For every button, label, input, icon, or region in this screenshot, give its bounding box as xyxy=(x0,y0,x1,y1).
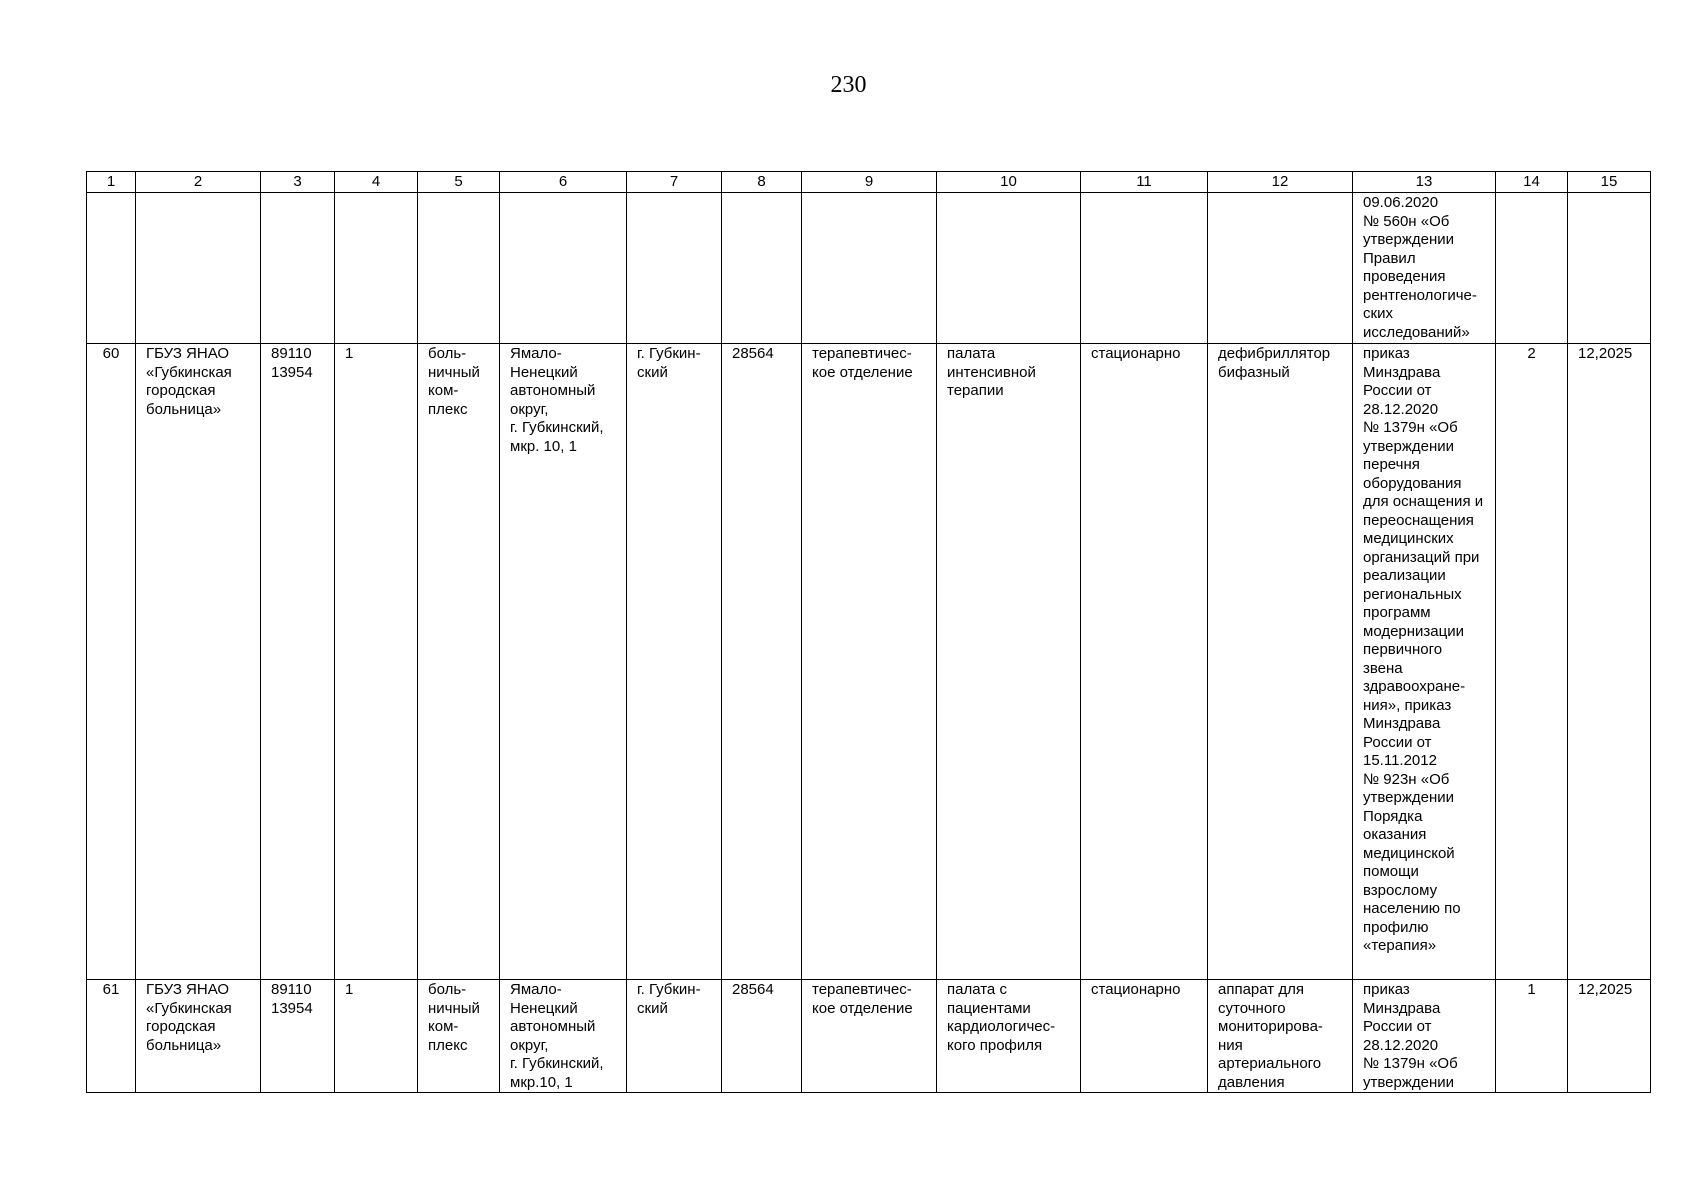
regulation-cell: 09.06.2020 № 560н «Об утверждении Правил проведения рентгенологиче- ских исследований» xyxy=(1353,193,1496,344)
page-number: 230 xyxy=(830,72,867,98)
table-cell xyxy=(335,193,418,344)
facility-type-cell: боль- ничный ком- плекс xyxy=(418,980,500,1093)
column-number-row xyxy=(87,172,1651,193)
deadline-cell: 12,2025 xyxy=(1568,980,1651,1093)
table-cell xyxy=(87,193,136,344)
care-form-cell: стационарно xyxy=(1081,344,1208,980)
count-cell: 1 xyxy=(335,344,418,980)
equipment-cell: дефибриллятор бифазный xyxy=(1208,344,1353,980)
table-cell xyxy=(1496,193,1568,344)
table-cell xyxy=(1568,193,1651,344)
department-cell: терапевтичес- кое отделение xyxy=(802,980,937,1093)
organization-cell: ГБУЗ ЯНАО «Губкинская городская больница» xyxy=(136,344,261,980)
table-cell xyxy=(136,193,261,344)
room-cell: палата с пациентами кардиологичес- кого профиля xyxy=(937,980,1081,1093)
city-cell: г. Губкин- ский xyxy=(627,344,722,980)
table-row xyxy=(87,980,1651,1093)
row-number-cell: 61 xyxy=(87,980,136,1093)
deadline-cell: 12,2025 xyxy=(1568,344,1651,980)
row-number-cell: 60 xyxy=(87,344,136,980)
table-cell xyxy=(418,193,500,344)
column-header: 12 xyxy=(1208,172,1353,193)
quantity-cell: 2 xyxy=(1496,344,1568,980)
count-cell: 1 xyxy=(335,980,418,1093)
column-header: 6 xyxy=(500,172,627,193)
continuation-row xyxy=(87,193,1651,344)
table-cell xyxy=(722,193,802,344)
table-cell xyxy=(261,193,335,344)
population-cell: 28564 xyxy=(722,344,802,980)
address-cell: Ямало- Ненецкий автономный округ, г. Губкинский, мкр. 10, 1 xyxy=(500,344,627,980)
equipment-cell: аппарат для суточного мониторирова- ния артериального давления xyxy=(1208,980,1353,1093)
column-header: 5 xyxy=(418,172,500,193)
quantity-cell: 1 xyxy=(1496,980,1568,1093)
column-header: 10 xyxy=(937,172,1081,193)
column-header: 13 xyxy=(1353,172,1496,193)
table-cell xyxy=(500,193,627,344)
department-cell: терапевтичес- кое отделение xyxy=(802,344,937,980)
regulation-cell: приказ Минздрава России от 28.12.2020 № 1379н «Об утверждении xyxy=(1353,980,1496,1093)
column-header: 11 xyxy=(1081,172,1208,193)
table-cell xyxy=(1081,193,1208,344)
inn-cell: 89110 13954 xyxy=(261,980,335,1093)
facility-type-cell: боль- ничный ком- плекс xyxy=(418,344,500,980)
column-header: 7 xyxy=(627,172,722,193)
column-header: 2 xyxy=(136,172,261,193)
regulation-cell: приказ Минздрава России от 28.12.2020 № 1379н «Об утверждении перечня оборудования для оснащения и переоснащения медицинских организаций при реализации региональных программ модернизации первичного звена здравоохране- ния», приказ Минздрава России от 15.11.2012 № 923н «Об утверждении Порядка оказания медицинской помощи взрослому населению по профилю «терапия» xyxy=(1353,344,1496,980)
column-header: 15 xyxy=(1568,172,1651,193)
address-cell: Ямало- Ненецкий автономный округ, г. Губкинский, мкр.10, 1 xyxy=(500,980,627,1093)
equipment-table xyxy=(86,171,1651,1093)
column-header: 4 xyxy=(335,172,418,193)
column-header: 3 xyxy=(261,172,335,193)
table-cell xyxy=(937,193,1081,344)
column-header: 1 xyxy=(87,172,136,193)
table-cell xyxy=(627,193,722,344)
inn-cell: 89110 13954 xyxy=(261,344,335,980)
table-cell xyxy=(802,193,937,344)
care-form-cell: стационарно xyxy=(1081,980,1208,1093)
room-cell: палата интенсивной терапии xyxy=(937,344,1081,980)
table-row xyxy=(87,344,1651,980)
population-cell: 28564 xyxy=(722,980,802,1093)
organization-cell: ГБУЗ ЯНАО «Губкинская городская больница» xyxy=(136,980,261,1093)
column-header: 9 xyxy=(802,172,937,193)
column-header: 8 xyxy=(722,172,802,193)
column-header: 14 xyxy=(1496,172,1568,193)
city-cell: г. Губкин- ский xyxy=(627,980,722,1093)
table-cell xyxy=(1208,193,1353,344)
